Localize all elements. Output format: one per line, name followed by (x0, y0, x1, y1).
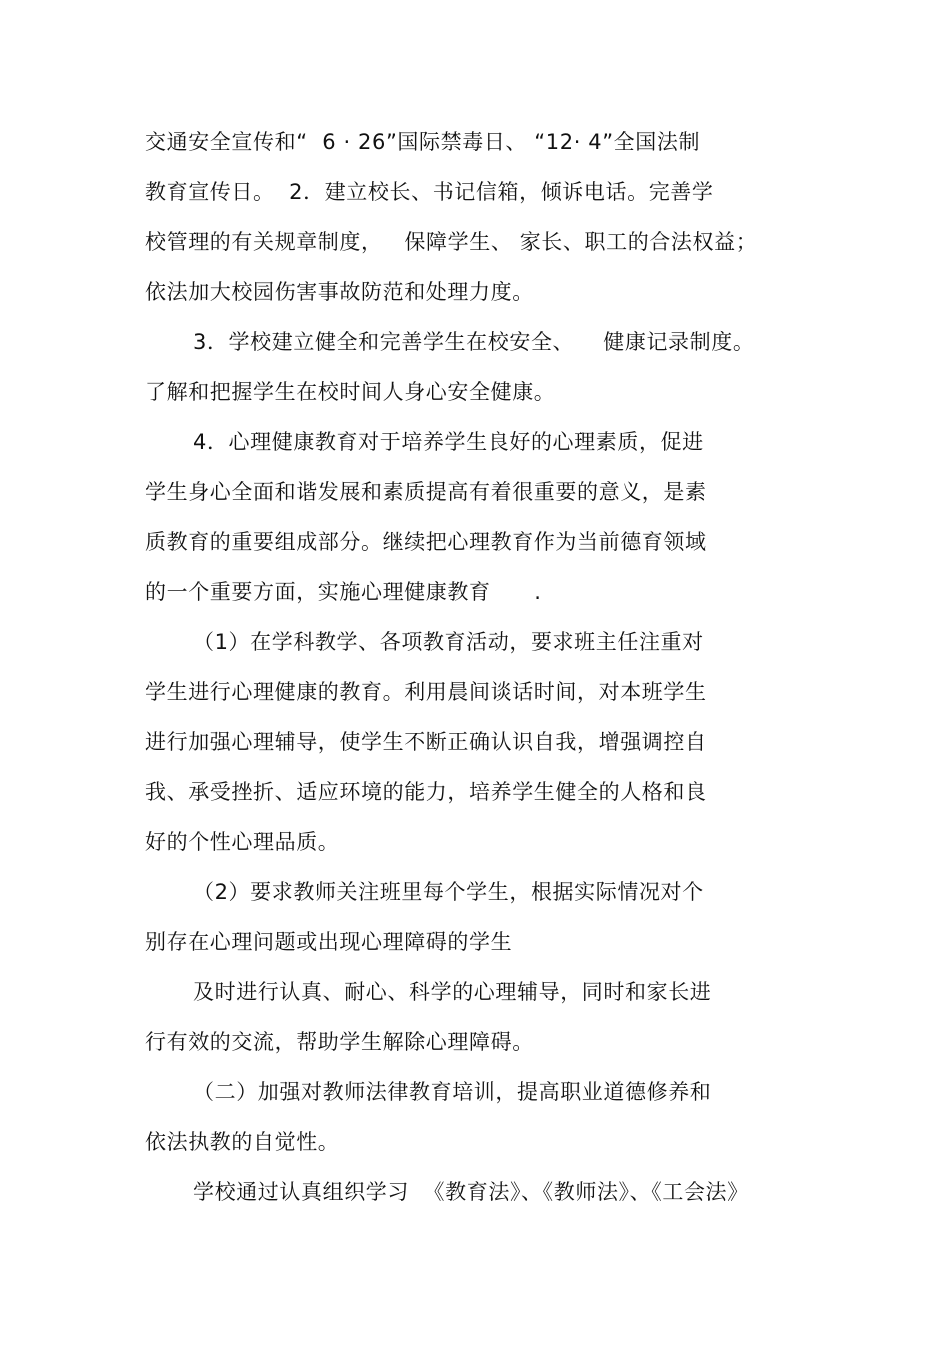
text-line: 交通安全宣传和“ 6 · 26”国际禁毒日、 “12· 4”全国法制 (145, 130, 701, 154)
text-line: 行有效的交流，帮助学生解除心理障碍。 (145, 1030, 534, 1054)
text-line: （1）在学科教学、各项教育活动，要求班主任注重对 (193, 630, 704, 654)
text-line: 及时进行认真、耐心、科学的心理辅导，同时和家长进 (193, 980, 712, 1004)
text-line: 别存在心理问题或出现心理障碍的学生 (145, 930, 513, 954)
text-line: 学校通过认真组织学习 《教育法》、《教师法》、《工会法》 (193, 1180, 749, 1204)
text-line: 好的个性心理品质。 (145, 830, 340, 854)
text-line: 进行加强心理辅导，使学生不断正确认识自我，增强调控自 (145, 730, 707, 754)
text-line: 4．心理健康教育对于培养学生良好的心理素质，促进 (193, 430, 704, 454)
text-line: 质教育的重要组成部分。继续把心理教育作为当前德育领域 (145, 530, 707, 554)
text-line: 我、承受挫折、适应环境的能力，培养学生健全的人格和良 (145, 780, 707, 804)
text-line: 依法执教的自觉性。 (145, 1130, 340, 1154)
text-line: 教育宣传日。 2．建立校长、书记信箱，倾诉电话。完善学 (145, 180, 714, 204)
text-line: 学生进行心理健康的教育。利用晨间谈话时间，对本班学生 (145, 680, 707, 704)
text-line: 3．学校建立健全和完善学生在校安全、 健康记录制度。 (193, 330, 755, 354)
text-line: （二）加强对教师法律教育培训，提高职业道德修养和 (193, 1080, 712, 1104)
text-line: 校管理的有关规章制度， 保障学生、 家长、职工的合法权益； (145, 230, 758, 254)
text-line: 依法加大校园伤害事故防范和处理力度。 (145, 280, 534, 304)
text-line: 学生身心全面和谐发展和素质提高有着很重要的意义，是素 (145, 480, 707, 504)
text-line: 了解和把握学生在校时间人身心安全健康。 (145, 380, 556, 404)
text-line: （2）要求教师关注班里每个学生，根据实际情况对个 (193, 880, 704, 904)
text-line: 的一个重要方面，实施心理健康教育 . (145, 580, 542, 604)
